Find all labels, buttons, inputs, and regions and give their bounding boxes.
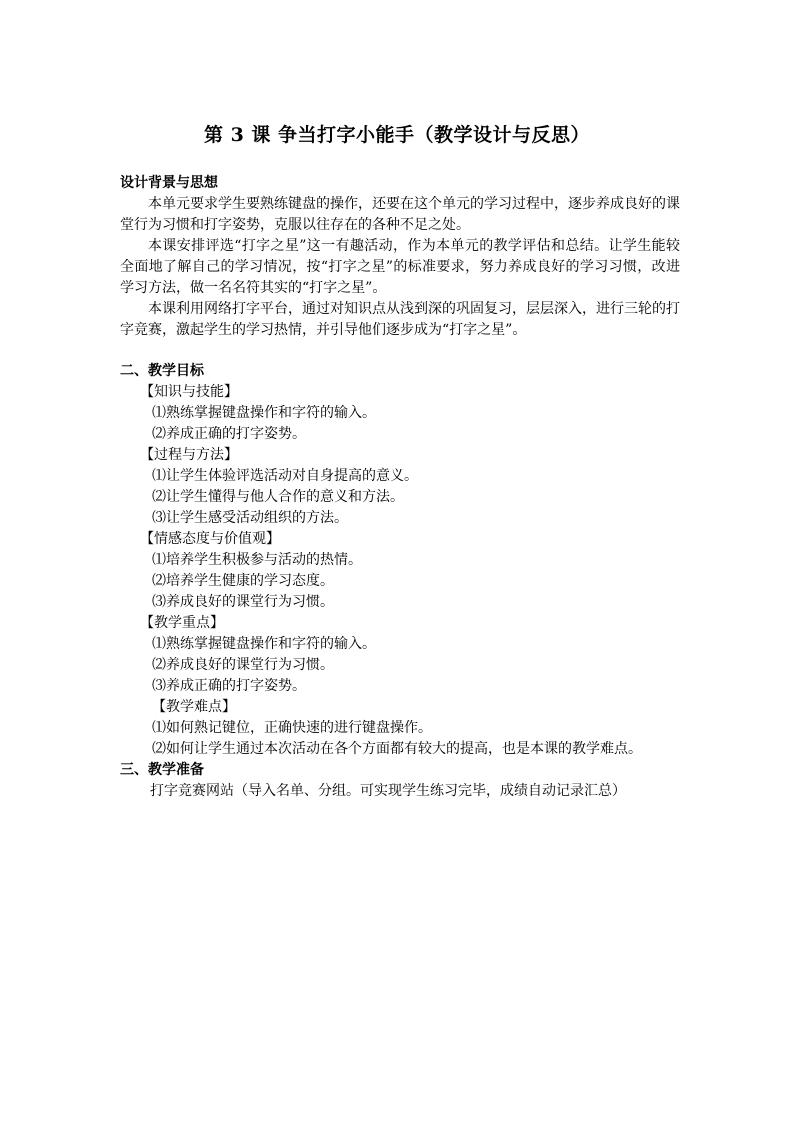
process-item-2: ⑵让学生懂得与他人合作的意义和方法。 [152, 489, 404, 505]
key-point-item-1: ⑴熟练掌握键盘操作和字符的输入。 [152, 636, 376, 652]
preparation-text: 打字竞赛网站（导入名单、分组。可实现学生练习完毕，成绩自动记录汇总） [150, 783, 626, 799]
knowledge-item-2: ⑵养成正确的打字姿势。 [152, 426, 306, 442]
difficult-point-item-2: ⑵如何让学生通过本次活动在各个方面都有较大的提高，也是本课的教学难点。 [152, 741, 642, 757]
key-points-label: 【教学重点】 [140, 615, 224, 631]
background-paragraph-3: 本课利用网络打字平台，通过对知识点从浅到深的巩固复习，层层深入，进行三轮的打字竞赛，激起学生的学习热情，并引导他们逐步成为“打字之星”。 [120, 301, 680, 338]
difficult-point-item-1: ⑴如何熟记键位，正确快速的进行键盘操作。 [152, 720, 432, 736]
process-item-3: ⑶让学生感受活动组织的方法。 [152, 510, 348, 526]
knowledge-item-1: ⑴熟练掌握键盘操作和字符的输入。 [152, 405, 376, 421]
emotion-item-3: ⑶养成良好的课堂行为习惯。 [152, 594, 334, 610]
emotion-label: 【情感态度与价值观】 [140, 531, 280, 547]
knowledge-label: 【知识与技能】 [140, 384, 238, 400]
process-label: 【过程与方法】 [140, 447, 238, 463]
section-gap [120, 341, 680, 361]
preparation-heading: 三、教学准备 [120, 762, 204, 778]
background-heading: 设计背景与思想 [120, 175, 218, 191]
key-point-item-3: ⑶养成正确的打字姿势。 [152, 678, 306, 694]
emotion-item-1: ⑴培养学生积极参与活动的热情。 [152, 552, 362, 568]
document-body [120, 173, 680, 802]
objectives-heading: 二、教学目标 [120, 363, 204, 379]
background-paragraph-1: 本单元要求学生要熟练键盘的操作，还要在这个单元的学习过程中，逐步养成良好的课堂行为习惯和打字姿势，克服以往存在的各种不足之处。 [120, 196, 680, 233]
key-point-item-2: ⑵养成良好的课堂行为习惯。 [152, 657, 334, 673]
emotion-item-2: ⑵培养学生健康的学习态度。 [152, 573, 334, 589]
difficult-points-label: 【教学难点】 [152, 699, 236, 715]
document-title: 第 3 课 争当打字小能手（教学设计与反思） [203, 124, 591, 146]
process-item-1: ⑴让学生体验评选活动对自身提高的意义。 [152, 468, 418, 484]
background-paragraph-2: 本课安排评选“打字之星”这一有趣活动，作为本单元的教学评估和总结。让学生能较全面地了解自己的学习情况，按“打字之星”的标准要求，努力养成良好的学习习惯，改进学习方法，做一名名符其实的“打字之星”。 [120, 238, 680, 296]
